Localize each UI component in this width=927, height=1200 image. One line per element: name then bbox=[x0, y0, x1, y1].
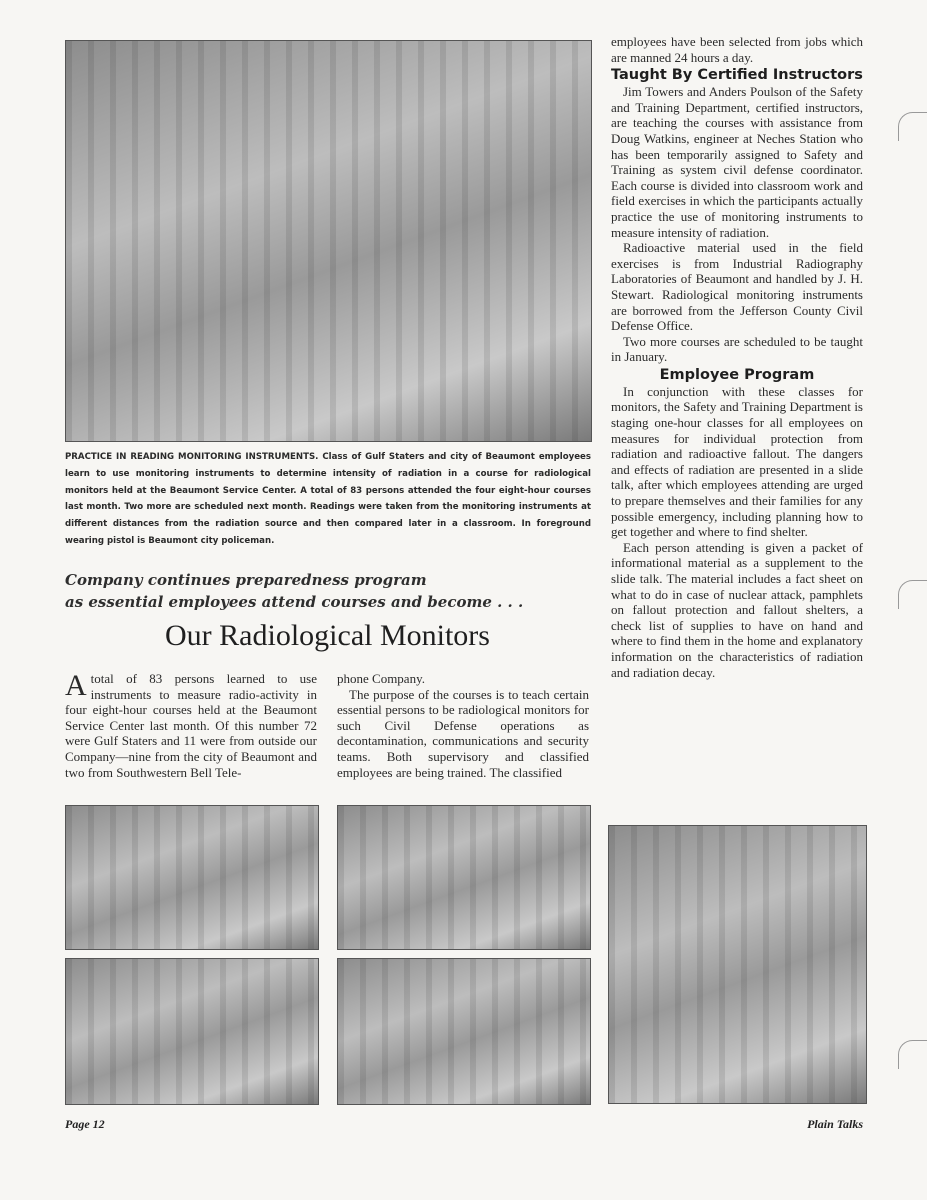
subhead-certified-instructors: Taught By Certified Instructors bbox=[611, 67, 863, 84]
paragraph: In conjunction with these classes for monitors, the Safety and Training Department is staging one-hour classes for all employees on measures for individual protection from radiation and radioactive fallout. The dangers and effects of radiation are presented in a slide talk, after which employees attending are urged to prepare themselves and their families for any possible emergency, including planning how to get together and where to find shelter. bbox=[611, 383, 863, 540]
caption-lead: PRACTICE IN READING MONITORING INSTRUMENTS. bbox=[65, 452, 319, 462]
headline: Our Radiological Monitors bbox=[165, 619, 490, 652]
page-number: Page 12 bbox=[65, 1117, 105, 1131]
photo-group-line bbox=[65, 958, 319, 1105]
main-photo-field-exercise bbox=[65, 40, 592, 442]
kicker-line-1: Company continues preparedness program bbox=[65, 571, 427, 589]
photo-group-standing bbox=[337, 805, 591, 950]
article-column-3 bbox=[611, 34, 863, 680]
photo-classroom bbox=[608, 825, 867, 1104]
binder-hole-mark bbox=[898, 1040, 927, 1069]
article-column-2 bbox=[337, 671, 589, 780]
subhead-employee-program: Employee Program bbox=[659, 366, 815, 383]
paragraph: Two more courses are scheduled to be taught in January. bbox=[611, 333, 863, 365]
kicker-line-2: as essential employees attend courses and become . . . bbox=[65, 593, 524, 611]
kicker bbox=[65, 569, 595, 613]
paragraph: The purpose of the courses is to teach certain essential persons to be radiological monitors for such Civil Defense operations as decontamination, communications and security teams. Both supervisory and classified employees are being trained. The classified bbox=[337, 686, 589, 780]
paragraph: Radioactive material used in the field exercises is from Industrial Radiography Laboratories of Beaumont and handled by J. H. Stewart. Radiological monitoring instruments are borrowed from the Jefferson County Civil Defense Office. bbox=[611, 240, 863, 334]
paragraph: total of 83 persons learned to use instruments to measure radio-activity in four eight-hour courses held at the Beaumont Service Center last month. Of this number 72 were Gulf Staters and 11 were from outside our Company—nine from the city of Beaumont and two from Southwestern Bell Tele- bbox=[65, 671, 317, 780]
drop-cap: A bbox=[65, 669, 87, 702]
photo-caption bbox=[65, 449, 591, 550]
paragraph: employees have been selected from jobs which are manned 24 hours a day. bbox=[611, 34, 863, 65]
publication-name: Plain Talks bbox=[807, 1117, 863, 1131]
caption-text: Class of Gulf Staters and city of Beaumont employees learn to use monitoring instruments to determine intensity of radiation in a course for radiological monitors held at the Beaumont Service Center. A total of 83 persons attended the four eight-hour courses last month. Two more are scheduled next month. Readings were taken from the monitoring instruments at different distances from the radiation source and then compared later in a classroom. In foreground wearing pistol is Beaumont city policeman. bbox=[65, 452, 591, 546]
photo-parking-lot bbox=[337, 958, 591, 1105]
paragraph: Each person attending is given a packet of informational material as a supplement to the slide talk. The material includes a fact sheet on what to do in case of nuclear attack, pamphlets on fallout protection and fallout shelters, a check list of supplies to have on hand and where to find them in the home and explanatory information on the characteristics of radiation and radiation decay. bbox=[611, 539, 863, 680]
article-column-1 bbox=[65, 671, 317, 780]
binder-hole-mark bbox=[898, 112, 927, 141]
paragraph: Jim Towers and Anders Poulson of the Safety and Training Department, certified instructors, are teaching the courses with assistance from Doug Watkins, engineer at Neches Station who has been temporarily assigned to Safety and Training as system civil defense coordinator. Each course is divided into classroom work and field exercises in which the participants actually practice the use of monitoring instruments to measure intensity of radiation. bbox=[611, 84, 863, 240]
binder-hole-mark bbox=[898, 580, 927, 609]
paragraph: phone Company. bbox=[337, 671, 425, 686]
photo-group-kneeling bbox=[65, 805, 319, 950]
